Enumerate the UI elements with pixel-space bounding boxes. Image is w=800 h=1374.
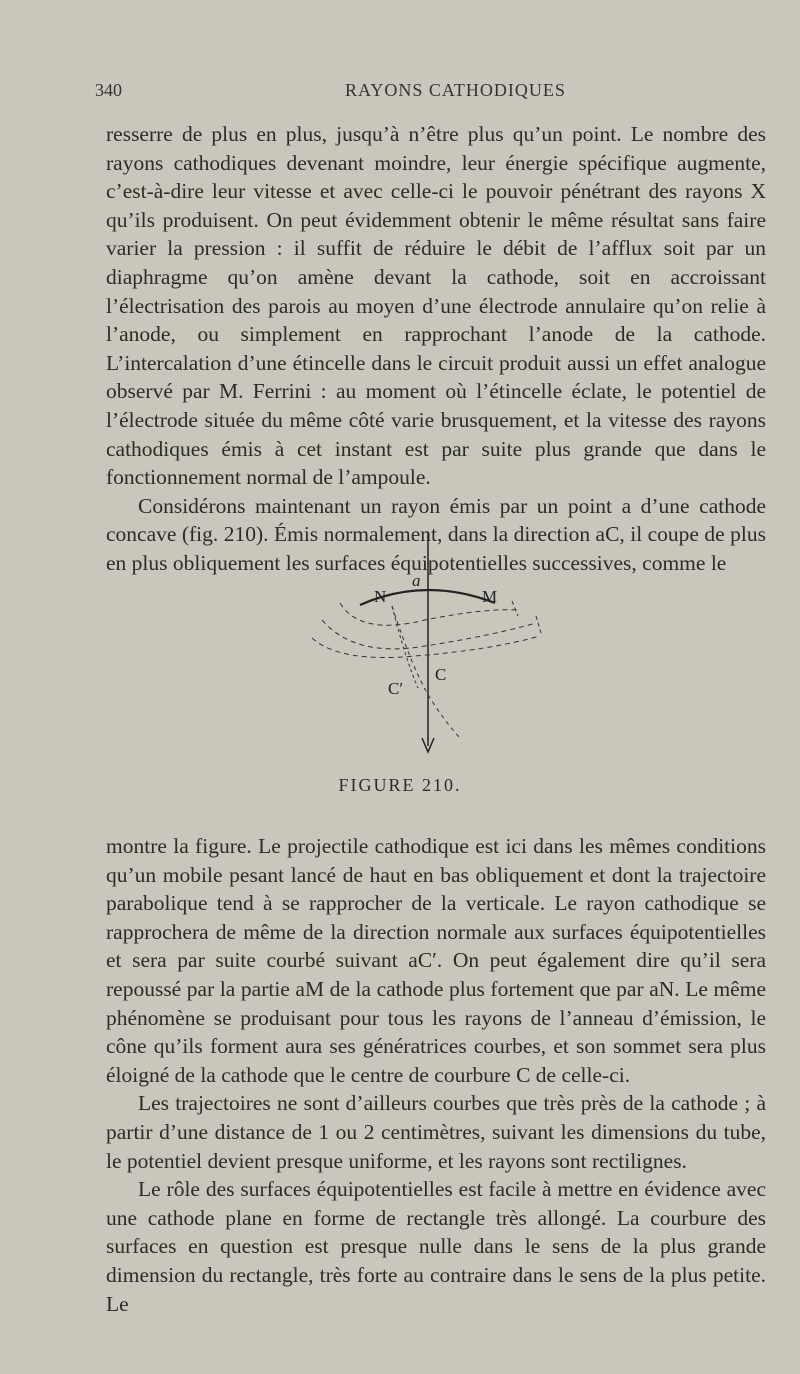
ray-aC bbox=[392, 606, 460, 738]
page-header bbox=[95, 80, 765, 110]
running-title: RAYONS CATHODIQUES bbox=[345, 80, 566, 100]
figure-caption: FIGURE 210. bbox=[338, 775, 462, 795]
label-C: C bbox=[435, 665, 447, 684]
equipotential-surface-2 bbox=[322, 620, 536, 649]
text-block-bottom bbox=[106, 832, 766, 1318]
paragraph: resserre de plus en plus, jusqu’à n’être plus qu’un point. Le nombre des rayons cathodiques devenant moindre, leur énergie spécifique augmente, c’est-à-dire leur vitesse et avec celle-ci le pouvoir pénétrant des rayons X qu’ils produisent. On peut évidemment obtenir le même résultat sans faire varier la pression : il suffit de réduire le débit de l’afflux soit par un diaphragme qu’on amène devant la cathode, soit en accroissant l’électrisation des parois au moyen d’une électrode annulaire qu’on relie à l’anode, ou simplement en rapprochant l’anode de la cathode. L’intercalation d’une étincelle dans le circuit produit aussi un effet analogue observé par M. Ferrini : au moment où l’étincelle éclate, le potentiel de l’électrode située du même côté varie brusquement, et la vitesse des rayons cathodiques émis à cet instant est par suite plus grande que dans le fonctionnement normal de l’ampoule. bbox=[106, 122, 766, 490]
figure-210 bbox=[300, 528, 560, 768]
equipotential-surface-1 bbox=[340, 603, 518, 625]
label-M: M bbox=[482, 587, 498, 606]
figure-diagram bbox=[300, 528, 560, 768]
paragraph: Le rôle des surfaces équipotentielles est facile à mettre en évidence avec une cathode plane en forme de rectangle très allongé. La courbure des surfaces en question est presque nulle dans le sens de la plus grande dimension du rectangle, très forte au contraire dans le sens de la plus petite. Le bbox=[106, 1177, 766, 1316]
text-block-top bbox=[106, 120, 766, 578]
page-number: 340 bbox=[95, 80, 122, 100]
paragraph: Les trajectoires ne sont d’ailleurs courbes que très près de la cathode ; à partir d’une distance de 1 ou 2 centimètres, suivant les dimensions du tube, le potentiel devient presque uniforme, et les rayons sont rectilignes. bbox=[106, 1091, 766, 1173]
paragraph: montre la figure. Le projectile cathodique est ici dans les mêmes conditions qu’un mobile pesant lancé de haut en bas obliquement et dont la trajectoire parabolique tend à se rapprocher de la verticale. Le rayon cathodique se rapprochera de même de la direction normale aux surfaces équipotentielles et sera par suite courbé suivant aC′. On peut également dire qu’il sera repoussé par la partie aM de la cathode plus fortement que par aN. Le même phénomène se produisant pour tous les rayons de l’anneau d’émission, le cône qu’ils forment aura ses génératrices courbes, et son sommet sera plus éloigné de la cathode que le centre de courbure C de celle-ci. bbox=[106, 834, 766, 1087]
paragraph: Considérons maintenant un rayon émis par un point a d’une cathode concave (fig. 210). Émis normalement, dans la direction aC, il coupe de plus en plus obliquement les surfaces équipotentielles successives, comme le bbox=[106, 493, 766, 575]
label-a: a bbox=[412, 571, 421, 590]
equipotential-edge-right-outer bbox=[536, 616, 542, 636]
trajectory-aC-prime bbox=[392, 606, 418, 688]
equipotential-edge-right bbox=[512, 601, 518, 616]
label-C-prime: C′ bbox=[388, 679, 404, 698]
label-N: N bbox=[374, 587, 387, 606]
